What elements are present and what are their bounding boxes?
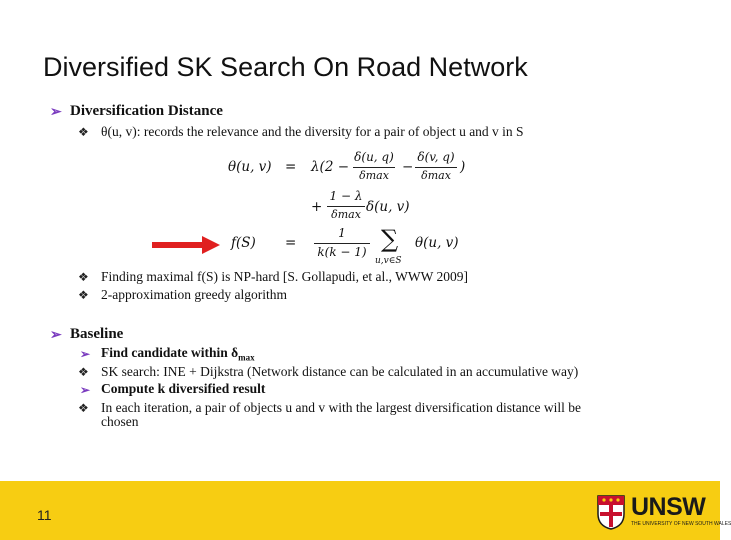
page-number: 11 — [37, 507, 52, 523]
bullet-arrow-icon: ➢ — [50, 105, 62, 120]
frac-dvq-num: δ(v, q) — [417, 150, 455, 164]
delta-uv: δ(u, v) — [366, 199, 410, 215]
baseline-item-sk-search: SK search: INE + Dijkstra (Network distance can be calculated in an accumulative way) — [101, 364, 579, 379]
equals-sign-2: = — [285, 235, 297, 251]
diamond-bullet-icon: ❖ — [78, 270, 89, 284]
theta-lhs: θ(u, v) — [228, 159, 272, 175]
section-heading-diversification: Diversification Distance — [70, 103, 223, 119]
frac-duq-den: δmax — [359, 169, 389, 182]
frac-k-num: 1 — [338, 226, 346, 240]
bullet-np-hard: Finding maximal f(S) is NP-hard [S. Gollapudi, et al., WWW 2009] — [101, 269, 468, 284]
slide-title: Diversified SK Search On Road Network — [43, 52, 528, 82]
sum-symbol: ∑ — [381, 225, 399, 253]
baseline-item-compute: Compute k diversified result — [101, 381, 266, 396]
unsw-logo — [596, 493, 731, 530]
lambda-open: λ(2 − — [311, 159, 350, 175]
baseline-item-iteration-line1: In each iteration, a pair of objects u and v with the largest diversification distance will be — [101, 400, 581, 415]
frac-k-line — [314, 243, 370, 244]
plus-sign: + — [311, 199, 323, 215]
bullet-theta-definition: θ(u, v): records the relevance and the diversity for a pair of object u and v in S — [101, 124, 524, 139]
diamond-bullet-icon: ❖ — [78, 401, 89, 415]
bullet-arrow-icon: ➢ — [50, 328, 62, 343]
logo-subtitle: THE UNIVERSITY OF NEW SOUTH WALES — [631, 521, 731, 527]
baseline-item-iteration-line2: chosen — [101, 414, 139, 429]
baseline-item-candidate: Find candidate within $\delta_{max}$ — [101, 345, 255, 363]
theta-term: θ(u, v) — [415, 235, 459, 251]
crest-icon — [596, 494, 626, 530]
minus-sign: − — [402, 159, 414, 175]
frac-k-den: k(k − 1) — [317, 245, 367, 259]
bullet-arrow-icon: ➢ — [80, 383, 91, 397]
red-arrow-icon — [150, 234, 222, 256]
section-heading-baseline: Baseline — [70, 326, 124, 342]
frac-dvq-line — [415, 167, 457, 168]
frac-lambda-num: 1 − λ — [329, 189, 363, 203]
frac-lambda-den: δmax — [331, 208, 361, 221]
diamond-bullet-icon: ❖ — [78, 288, 89, 302]
frac-duq-line — [353, 167, 395, 168]
diamond-bullet-icon: ❖ — [78, 125, 89, 139]
frac-dvq-den: δmax — [421, 169, 451, 182]
frac-lambda-line — [327, 206, 365, 207]
frac-duq-num: δ(u, q) — [354, 150, 394, 164]
bullet-arrow-icon: ➢ — [80, 347, 91, 361]
diamond-bullet-icon: ❖ — [78, 365, 89, 379]
close-paren: ) — [460, 159, 466, 175]
bullet-greedy: 2-approximation greedy algorithm — [101, 287, 287, 302]
logo-wordmark: UNSW — [631, 493, 706, 521]
sum-subscript: u,v∈S — [375, 256, 402, 266]
fs-lhs: f(S) — [231, 235, 256, 251]
equals-sign: = — [285, 159, 297, 175]
